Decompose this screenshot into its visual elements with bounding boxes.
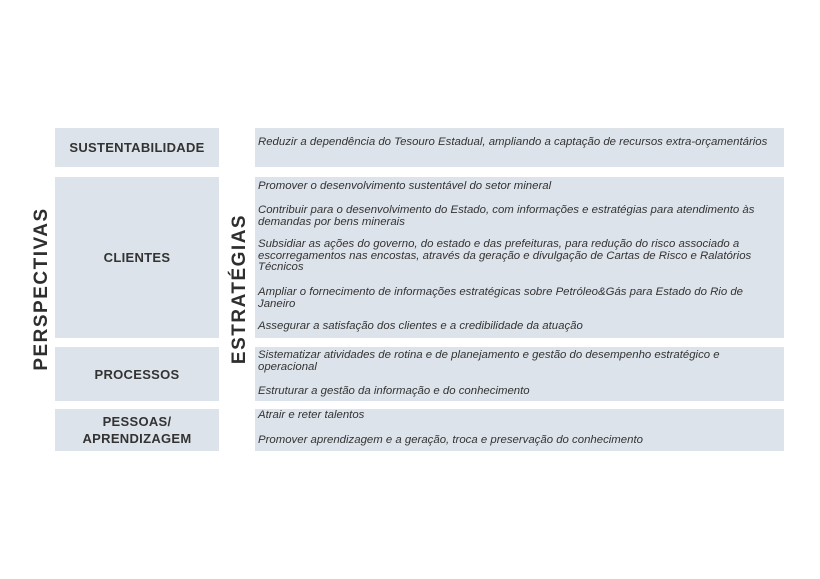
strategy-item: Promover o desenvolvimento sustentável do setor mineral — [258, 180, 552, 192]
strategy-item: Estruturar a gestão da informação e do conhecimento — [258, 385, 530, 397]
strategy-item: Promover aprendizagem e a geração, troca e preservação do conhecimento — [258, 434, 643, 446]
perspective-processos: PROCESSOS — [55, 347, 219, 401]
perspective-pessoas-aprendizagem: PESSOAS/ APRENDIZAGEM — [55, 409, 219, 451]
strategy-item: Ampliar o fornecimento de informações estratégicas sobre Petróleo&Gás para Estado do Rio de Janeiro — [258, 286, 743, 310]
estrategias-label: ESTRATÉGIAS — [229, 213, 250, 365]
strategy-item: Atrair e reter talentos — [258, 409, 365, 421]
strategy-item: Subsidiar as ações do governo, do estado e das prefeituras, para redução do risco associado a escorregamentos nas encostas, através da geração e divulgação de Cartas de Risco e Ralatórios Técnicos — [258, 238, 752, 273]
perspective-sustentabilidade: SUSTENTABILIDADE — [55, 128, 219, 167]
strategy-item: Contribuir para o desenvolvimento do Estado, com informações e estratégias para atendimento às demandas por bens minerais — [258, 204, 755, 228]
strategies-sustentabilidade — [255, 128, 784, 167]
strategies-processos — [255, 347, 784, 401]
strategy-item: Reduzir a dependência do Tesouro Estadual, ampliando a captação de recursos extra-orçamentários — [258, 136, 768, 148]
perspectivas-label: PERSPECTIVAS — [31, 207, 52, 371]
strategy-item: Assegurar a satisfação dos clientes e a credibilidade da atuação — [258, 320, 583, 332]
strategies-clientes — [255, 177, 784, 338]
perspective-clientes: CLIENTES — [55, 177, 219, 338]
strategy-item: Sistematizar atividades de rotina e de planejamento e gestão do desempenho estratégico e operacional — [258, 349, 720, 373]
strategies-pessoas-aprendizagem — [255, 409, 784, 451]
